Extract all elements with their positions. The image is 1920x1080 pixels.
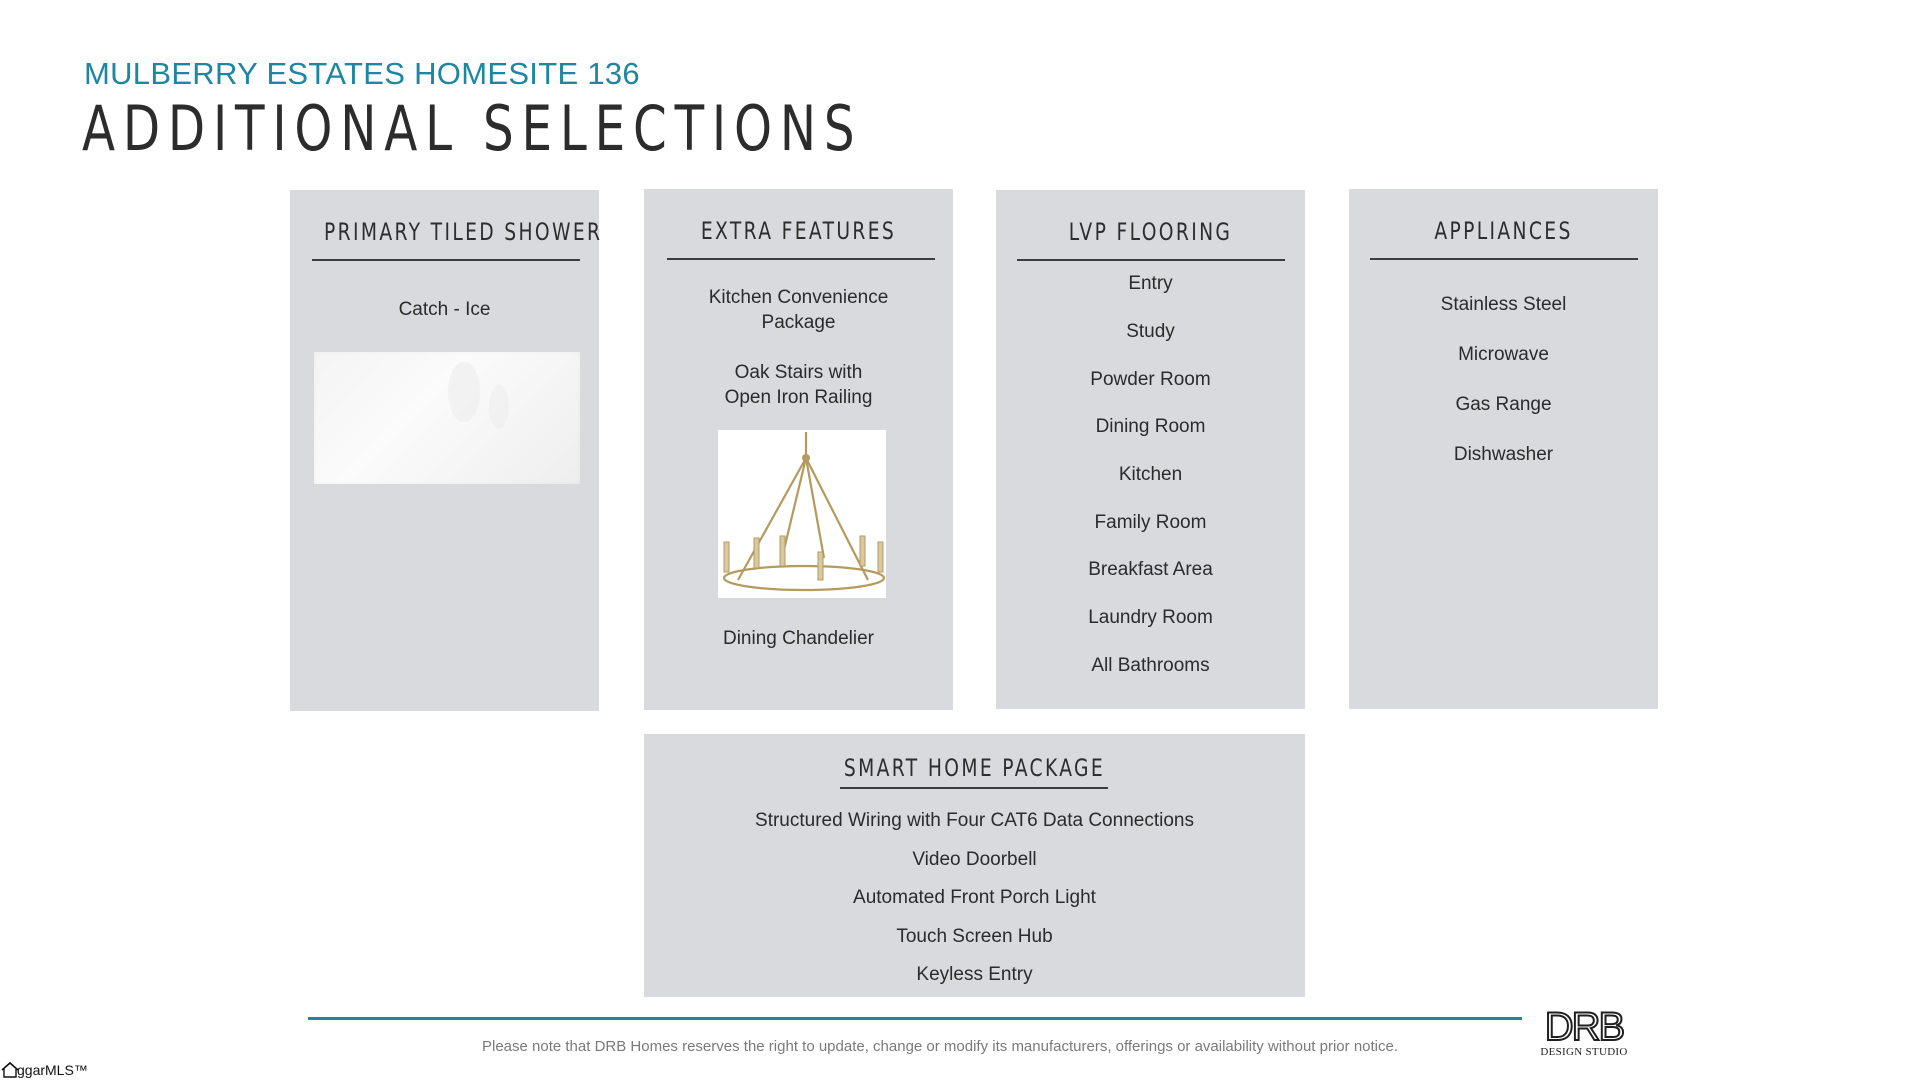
list-item: Gas Range	[1455, 394, 1552, 415]
list-item: Dishwasher	[1453, 444, 1554, 465]
card-heading: APPLIANCES	[1434, 217, 1573, 245]
list-item: All Bathrooms	[1091, 655, 1210, 676]
list-item: Package	[761, 312, 836, 333]
list-item: Automated Front Porch Light	[853, 887, 1096, 908]
list-item: Dining Room	[1095, 416, 1206, 437]
list-item: Dining Chandelier	[722, 628, 875, 649]
list-item: Oak Stairs with	[734, 362, 863, 383]
card-lvp-flooring	[996, 190, 1305, 709]
card-smart-home-package	[644, 734, 1305, 997]
disclaimer-text: Please note that DRB Homes reserves the right to update, change or modify its manufacturers, offerings or availability without prior notice.	[482, 1038, 1399, 1055]
card-extra-features	[644, 189, 953, 710]
list-item: Video Doorbell	[912, 849, 1037, 870]
list-item: Open Iron Railing	[724, 387, 873, 408]
card-heading: EXTRA FEATURES	[700, 217, 897, 245]
heading-divider	[667, 258, 935, 260]
mls-watermark	[17, 1062, 88, 1078]
logo-subtitle: DESIGN STUDIO	[1540, 1046, 1628, 1058]
card-heading: LVP FLOORING	[1068, 218, 1233, 246]
list-item: Breakfast Area	[1088, 559, 1213, 580]
list-item: Structured Wiring with Four CAT6 Data Connections	[755, 810, 1194, 831]
list-item: Study	[1126, 321, 1175, 342]
heading-divider	[1017, 259, 1285, 261]
card-heading: PRIMARY TILED SHOWER	[323, 218, 603, 246]
card-primary-tiled-shower	[290, 190, 603, 711]
tile-texture	[314, 352, 580, 484]
subtitle: MULBERRY ESTATES HOMESITE 136	[84, 56, 640, 91]
list-item: Stainless Steel	[1440, 294, 1567, 315]
logo-text: DRB	[1544, 1005, 1624, 1049]
card-appliances	[1349, 189, 1658, 709]
heading-divider	[1370, 258, 1638, 260]
list-item: Kitchen	[1118, 464, 1183, 485]
list-item: Microwave	[1458, 344, 1549, 365]
footer-divider	[308, 1017, 1522, 1020]
list-item: Laundry Room	[1088, 607, 1213, 628]
list-item: Entry	[1128, 273, 1173, 294]
list-item: Catch - Ice	[398, 299, 491, 320]
chandelier-image	[718, 430, 886, 598]
page-title: ADDITIONAL SELECTIONS	[82, 92, 863, 165]
list-item: Kitchen Convenience	[708, 287, 889, 308]
heading-divider	[840, 787, 1108, 789]
heading-divider	[312, 259, 580, 261]
card-heading: SMART HOME PACKAGE	[843, 754, 1106, 782]
chandelier-icon	[718, 430, 886, 598]
list-item: Powder Room	[1090, 369, 1211, 390]
mls-text: ggarMLS™	[17, 1062, 88, 1078]
list-item: Keyless Entry	[916, 964, 1033, 985]
tile-swatch-image	[314, 352, 580, 484]
list-item: Family Room	[1094, 512, 1207, 533]
list-item: Touch Screen Hub	[896, 926, 1053, 947]
